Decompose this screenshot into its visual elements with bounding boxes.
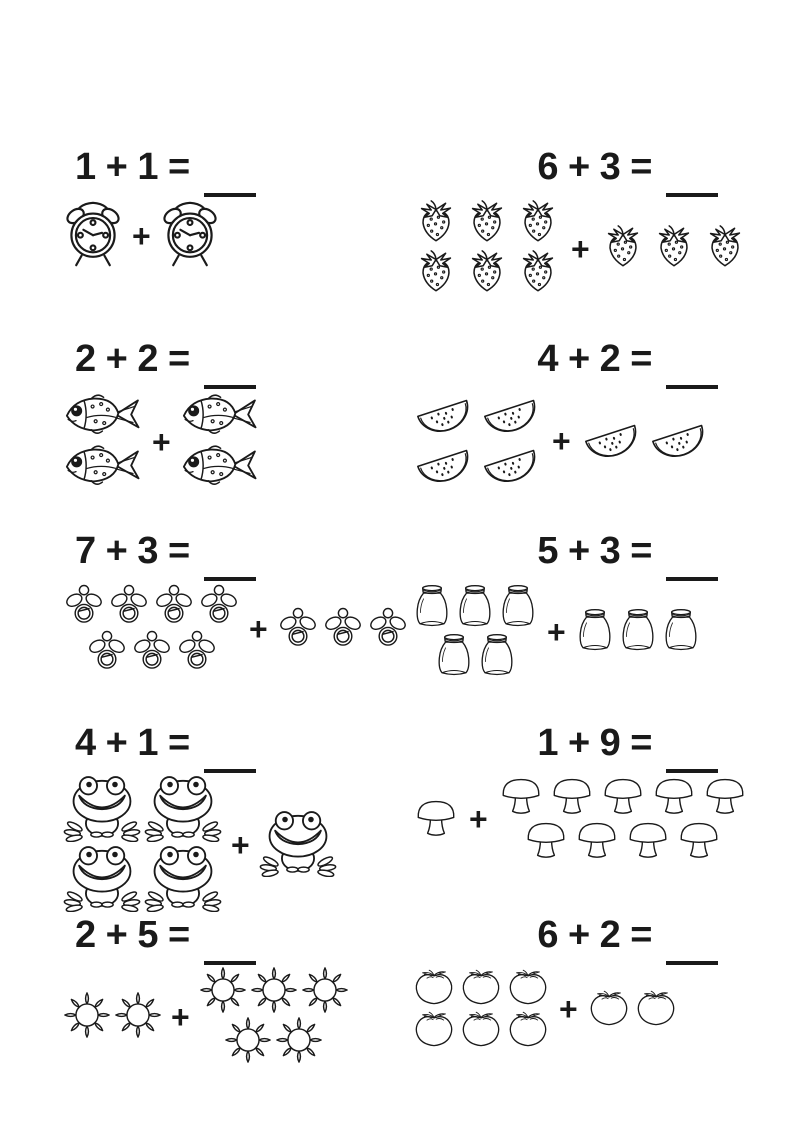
problem-cell [58, 140, 388, 332]
equation [388, 148, 746, 188]
mushroom-icon [573, 818, 621, 860]
mushroom-icon [624, 818, 672, 860]
answer-blank[interactable] [204, 167, 256, 197]
icon-row [522, 818, 723, 860]
equation [388, 916, 746, 956]
icon-row [412, 198, 562, 246]
addend-a: 2 [75, 914, 97, 956]
icon-row [63, 441, 143, 490]
plus-sign: + [567, 722, 591, 764]
icon-row [259, 809, 337, 877]
group-plus-sign: + [552, 422, 571, 459]
equation [388, 532, 746, 572]
jar-icon [498, 582, 538, 629]
equals-sign: = [630, 146, 653, 188]
strawberry-icon [463, 248, 511, 296]
sun-icon [250, 966, 298, 1014]
jar-icon [575, 606, 615, 653]
addend-b: 3 [137, 530, 159, 572]
icon-row [86, 628, 218, 672]
strawberry-icon [514, 248, 562, 296]
problem-cell [58, 716, 388, 908]
group-plus-sign: + [559, 990, 578, 1027]
equals-sign: = [167, 530, 191, 572]
tomato-icon [506, 966, 550, 1006]
group-plus-sign: + [571, 230, 590, 267]
problem-cell [388, 140, 746, 332]
addend-a: 6 [537, 914, 559, 956]
group-plus-sign: + [231, 826, 250, 863]
answer-blank[interactable] [666, 743, 718, 773]
icon-row [180, 441, 260, 490]
watermelon-icon [647, 415, 711, 463]
icon-group-b [259, 809, 337, 877]
fish-icon [63, 390, 143, 439]
strawberry-icon [412, 198, 460, 246]
jar-icon [455, 582, 495, 629]
icon-group-a [412, 796, 460, 838]
icon-group-a [63, 198, 123, 270]
addend-a: 4 [537, 338, 559, 380]
icon-row [412, 796, 460, 838]
equals-sign: = [630, 914, 653, 956]
sun-icon [275, 1016, 323, 1064]
addend-b: 1 [137, 722, 159, 764]
pacifier-icon [277, 605, 319, 649]
group-plus-sign: + [547, 613, 566, 650]
watermelon-icon [412, 440, 476, 488]
frog-icon [63, 774, 141, 842]
strawberry-icon [650, 223, 698, 271]
strawberry-icon [463, 198, 511, 246]
fish-icon [180, 390, 260, 439]
answer-blank[interactable] [666, 359, 718, 389]
answer-blank[interactable] [666, 167, 718, 197]
jar-icon [618, 606, 658, 653]
equation [58, 724, 388, 764]
icon-group-a [63, 991, 162, 1039]
mushroom-icon [701, 774, 749, 816]
pacifier-icon [153, 582, 195, 626]
problem-cell [388, 524, 746, 716]
icon-row [63, 390, 143, 439]
addend-a: 6 [537, 146, 559, 188]
icon-row [412, 582, 538, 629]
picture-row [58, 198, 388, 270]
equation [58, 148, 388, 188]
frog-icon [259, 809, 337, 877]
group-plus-sign: + [469, 800, 488, 837]
pacifier-icon [131, 628, 173, 672]
group-plus-sign: + [152, 423, 171, 460]
pacifier-icon [86, 628, 128, 672]
icon-group-b [580, 415, 711, 463]
equation [58, 532, 388, 572]
watermelon-icon [580, 415, 644, 463]
icon-row [575, 606, 701, 653]
addend-a: 5 [537, 530, 559, 572]
tomato-icon [459, 1008, 503, 1048]
tomato-icon [506, 1008, 550, 1048]
pacifier-icon [322, 605, 364, 649]
equals-sign: = [167, 914, 191, 956]
watermelon-icon [479, 440, 543, 488]
frog-icon [144, 774, 222, 842]
icon-group-a [63, 774, 222, 912]
picture-row [388, 390, 746, 488]
plus-sign: + [567, 530, 591, 572]
picture-row [58, 390, 388, 490]
problem-cell [58, 908, 388, 1100]
icon-group-a [63, 390, 143, 490]
addend-b: 3 [599, 146, 622, 188]
mushroom-icon [675, 818, 723, 860]
icon-group-b [497, 774, 749, 860]
sun-icon [199, 966, 247, 1014]
sun-icon [63, 991, 111, 1039]
sun-icon [114, 991, 162, 1039]
answer-blank[interactable] [666, 551, 718, 581]
problem-cell [388, 908, 746, 1100]
group-plus-sign: + [249, 610, 268, 647]
icon-group-a [412, 582, 538, 678]
fish-icon [180, 441, 260, 490]
icon-group-b [160, 198, 220, 270]
addend-a: 2 [75, 338, 97, 380]
pacifier-icon [198, 582, 240, 626]
sun-icon [301, 966, 349, 1014]
answer-blank[interactable] [204, 551, 256, 581]
watermelon-icon [412, 390, 476, 438]
problem-cell [58, 332, 388, 524]
icon-row [599, 223, 749, 271]
strawberry-icon [412, 248, 460, 296]
group-plus-sign: + [132, 217, 151, 254]
icon-group-b [180, 390, 260, 490]
picture-row [388, 774, 746, 860]
picture-row [388, 966, 746, 1048]
equals-sign: = [630, 338, 653, 380]
icon-row [412, 248, 562, 296]
worksheet-grid [58, 140, 746, 1100]
icon-row [63, 582, 240, 626]
equation [58, 916, 388, 956]
equals-sign: = [630, 722, 653, 764]
plus-sign: + [567, 338, 591, 380]
icon-row [63, 844, 222, 912]
equals-sign: = [167, 722, 191, 764]
jar-icon [434, 631, 474, 678]
plus-sign: + [567, 914, 591, 956]
icon-row [63, 774, 222, 842]
plus-sign: + [105, 146, 129, 188]
plus-sign: + [105, 722, 129, 764]
addend-b: 1 [137, 146, 159, 188]
icon-group-a [63, 582, 240, 672]
icon-row [180, 390, 260, 439]
addend-a: 1 [75, 146, 97, 188]
equals-sign: = [630, 530, 653, 572]
addend-b: 2 [599, 338, 622, 380]
icon-group-a [412, 390, 543, 488]
plus-sign: + [105, 914, 129, 956]
answer-blank[interactable] [204, 935, 256, 965]
icon-row [412, 1008, 550, 1048]
alarm-clock-icon [160, 198, 220, 270]
mushroom-icon [650, 774, 698, 816]
icon-row [199, 966, 349, 1014]
icon-row [224, 1016, 323, 1064]
icon-row [160, 198, 220, 270]
pacifier-icon [108, 582, 150, 626]
pacifier-icon [63, 582, 105, 626]
equation [388, 340, 746, 380]
picture-row [388, 582, 746, 678]
frog-icon [144, 844, 222, 912]
icon-group-a [412, 198, 562, 296]
pacifier-icon [176, 628, 218, 672]
addend-b: 3 [599, 530, 622, 572]
addend-b: 5 [137, 914, 159, 956]
addend-b: 2 [137, 338, 159, 380]
tomato-icon [412, 966, 456, 1006]
mushroom-icon [412, 796, 460, 838]
answer-blank[interactable] [204, 359, 256, 389]
icon-group-b [199, 966, 349, 1064]
icon-row [580, 415, 711, 463]
equals-sign: = [167, 338, 191, 380]
icon-row [412, 966, 550, 1006]
jar-icon [412, 582, 452, 629]
watermelon-icon [479, 390, 543, 438]
icon-row [63, 198, 123, 270]
problem-cell [388, 716, 746, 908]
icon-group-b [599, 223, 749, 271]
tomato-icon [634, 987, 678, 1027]
fish-icon [63, 441, 143, 490]
addend-a: 4 [75, 722, 97, 764]
equation [58, 340, 388, 380]
tomato-icon [587, 987, 631, 1027]
icon-row [434, 631, 517, 678]
mushroom-icon [548, 774, 596, 816]
strawberry-icon [701, 223, 749, 271]
strawberry-icon [599, 223, 647, 271]
strawberry-icon [514, 198, 562, 246]
group-plus-sign: + [171, 998, 190, 1035]
equals-sign: = [167, 146, 191, 188]
jar-icon [477, 631, 517, 678]
icon-group-a [412, 966, 550, 1048]
icon-row [412, 390, 543, 438]
plus-sign: + [105, 338, 129, 380]
icon-group-b [575, 606, 701, 653]
problem-cell [58, 524, 388, 716]
answer-blank[interactable] [666, 935, 718, 965]
answer-blank[interactable] [204, 743, 256, 773]
tomato-icon [459, 966, 503, 1006]
jar-icon [661, 606, 701, 653]
mushroom-icon [522, 818, 570, 860]
picture-row [388, 198, 746, 296]
frog-icon [63, 844, 141, 912]
addend-b: 9 [599, 722, 622, 764]
alarm-clock-icon [63, 198, 123, 270]
tomato-icon [412, 1008, 456, 1048]
icon-group-b [587, 987, 678, 1027]
plus-sign: + [567, 146, 591, 188]
sun-icon [224, 1016, 272, 1064]
problem-cell [388, 332, 746, 524]
picture-row [58, 966, 388, 1064]
icon-row [497, 774, 749, 816]
icon-row [63, 991, 162, 1039]
addend-b: 2 [599, 914, 622, 956]
plus-sign: + [105, 530, 129, 572]
addend-a: 1 [537, 722, 559, 764]
icon-row [412, 440, 543, 488]
mushroom-icon [599, 774, 647, 816]
picture-row [58, 582, 388, 672]
mushroom-icon [497, 774, 545, 816]
icon-row [587, 987, 678, 1027]
addend-a: 7 [75, 530, 97, 572]
equation [388, 724, 746, 764]
picture-row [58, 774, 388, 912]
